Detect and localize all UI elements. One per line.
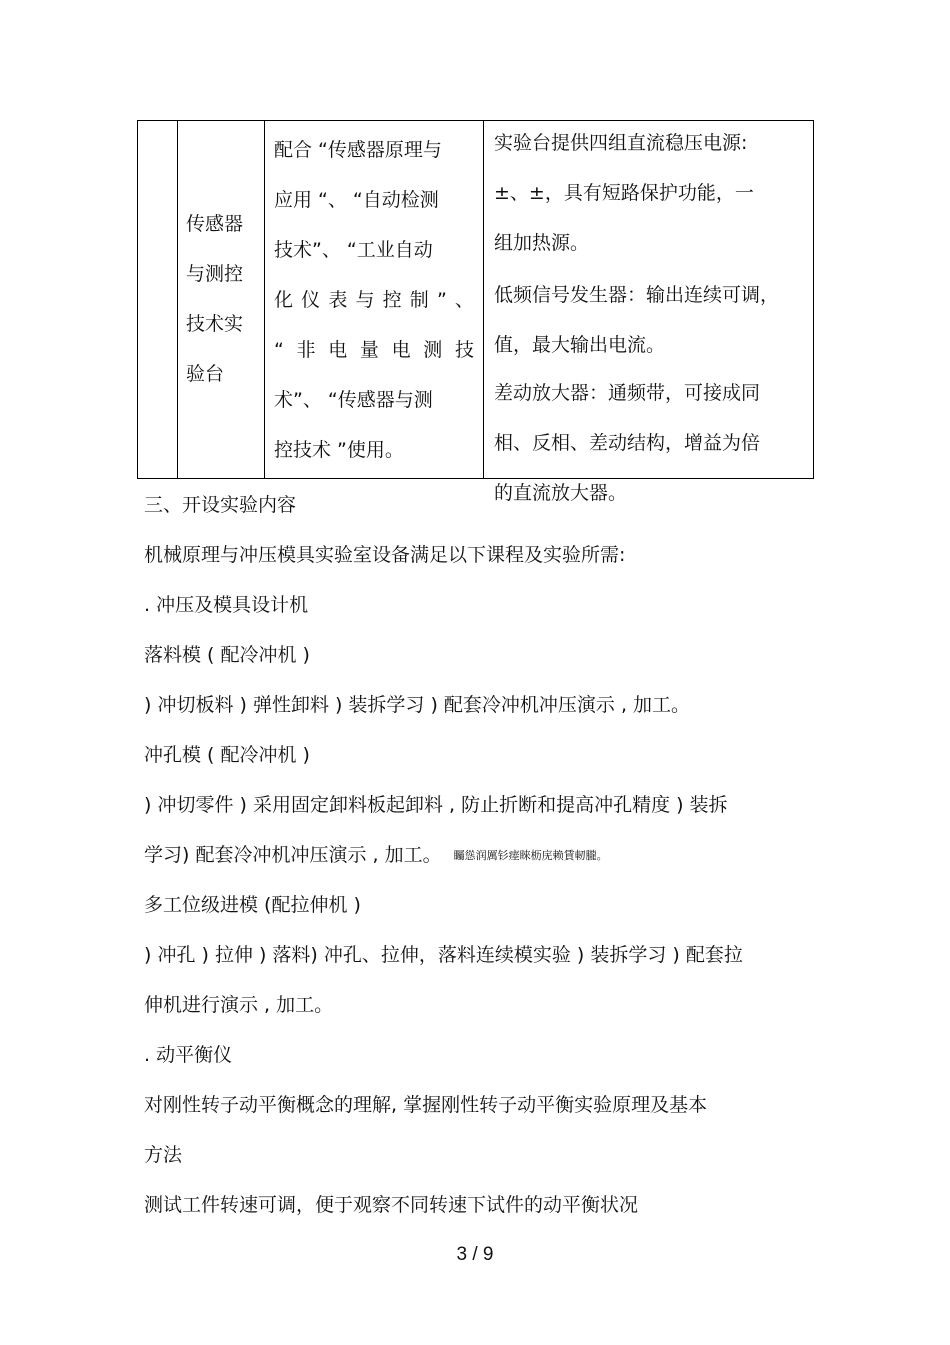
cell-spec-line: 差动放大器：通频带，可接成同 — [494, 382, 761, 404]
cell-name-line: 技术实 — [186, 313, 244, 335]
cell-spec-line: 组加热源。 — [494, 232, 590, 254]
paragraph: 多工位级进模 (配拉伸机 ) — [144, 894, 361, 916]
cell-usage-line: 术”、 “传感器与测 — [274, 389, 433, 411]
paragraph: ) 冲切板料 ) 弹性卸料 ) 装拆学习 ) 配套冷冲机冲压演示 , 加工。 — [144, 694, 691, 716]
cell-usage-line-justified — [274, 338, 474, 362]
garbled-note: 矚慫润厲钐瘗睞枥庑赖賃軔朧。 — [453, 849, 608, 862]
cell-name-line: 传感器 — [186, 213, 244, 235]
table-divider-1 — [177, 120, 178, 479]
paragraph: . 动平衡仪 — [144, 1044, 233, 1066]
char: “ — [274, 339, 284, 361]
char: ” — [436, 289, 447, 311]
cell-name-line: 与测控 — [186, 263, 244, 285]
table-left-border — [137, 120, 138, 479]
char: 技 — [454, 339, 474, 361]
cell-usage-line-justified — [274, 288, 474, 312]
table-divider-2 — [264, 120, 265, 479]
paragraph: . 冲压及模具设计机 — [144, 594, 309, 616]
paragraph: 伸机进行演示 , 加工。 — [144, 994, 334, 1016]
char: 控 — [382, 289, 402, 311]
cell-usage-line: 控技术 ”使用。 — [274, 439, 404, 461]
cell-usage-line: 应用 “、 “自动检测 — [274, 189, 439, 211]
paragraph: 机械原理与冲压模具实验室设备满足以下课程及实验所需: — [144, 544, 626, 566]
cell-spec-line: 的直流放大器。 — [494, 482, 628, 504]
table-divider-3 — [483, 120, 484, 479]
paragraph — [144, 843, 608, 868]
char: 化 — [274, 289, 294, 311]
char: 量 — [359, 339, 379, 361]
paragraph: ) 冲切零件 ) 采用固定卸料板起卸料 , 防止折断和提高冲孔精度 ) 装拆 — [144, 794, 728, 816]
char: 与 — [355, 289, 375, 311]
paragraph: 方法 — [144, 1144, 183, 1166]
cell-spec-line: ±、±，具有短路保护功能，一 — [494, 182, 754, 204]
cell-usage-line: 技术”、 “工业自动 — [274, 239, 433, 261]
char: 非 — [296, 339, 316, 361]
char: 制 — [409, 289, 429, 311]
char: 电 — [391, 339, 411, 361]
paragraph: 测试工件转速可调，便于观察不同转速下试件的动平衡状况 — [144, 1194, 639, 1216]
paragraph-text: 学习) 配套冷冲机冲压演示 , 加工。 — [144, 844, 442, 866]
table-top-border — [137, 120, 814, 121]
page-number: 3 / 9 — [456, 1244, 494, 1265]
cell-usage-line: 配合 “传感器原理与 — [274, 139, 442, 161]
char: 仪 — [301, 289, 321, 311]
char: 测 — [423, 339, 443, 361]
char: 表 — [328, 289, 348, 311]
paragraph: ) 冲孔 ) 拉伸 ) 落料) 冲孔、拉伸，落料连续模实验 ) 装拆学习 ) 配套拉 — [144, 944, 743, 966]
paragraph: 冲孔模 ( 配冷冲机 ) — [144, 744, 310, 766]
table-bottom-border — [137, 478, 814, 479]
cell-spec-line: 值，最大输出电流。 — [494, 334, 666, 356]
char: 、 — [454, 289, 474, 311]
section-heading: 三、开设实验内容 — [144, 494, 297, 516]
cell-spec-line: 低频信号发生器：输出连续可调， — [494, 284, 780, 306]
cell-name-line: 验台 — [186, 363, 225, 385]
paragraph: 对刚性转子动平衡概念的理解, 掌握刚性转子动平衡实验原理及基本 — [144, 1094, 708, 1116]
table-right-border — [813, 120, 814, 479]
cell-spec-line: 相、反相、差动结构，增益为倍 — [494, 432, 761, 454]
char: 电 — [328, 339, 348, 361]
cell-spec-line: 实验台提供四组直流稳压电源: — [494, 132, 748, 154]
paragraph: 落料模 ( 配冷冲机 ) — [144, 644, 310, 666]
